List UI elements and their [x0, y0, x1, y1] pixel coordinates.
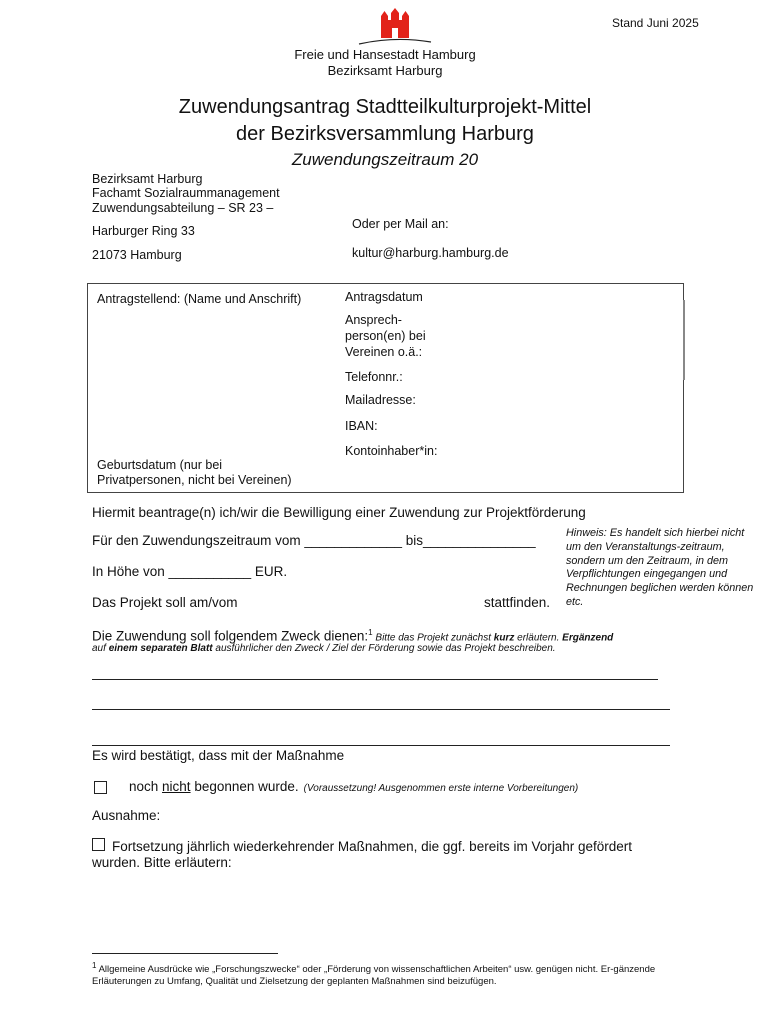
hamburg-coat-of-arms-icon	[355, 8, 435, 48]
address-line-3: Zuwendungsabteilung – SR 23 –	[92, 201, 274, 215]
amount-line: In Höhe von ___________ EUR.	[92, 564, 288, 579]
account-holder-label: Kontoinhaber*in:	[345, 444, 438, 458]
not-started-b: nicht	[162, 779, 191, 794]
purpose-note-f: einem separaten Blatt	[108, 643, 213, 654]
footnote	[92, 960, 672, 988]
purpose-note-d: Ergänzend	[562, 632, 614, 644]
birthdate-label-2: Privatpersonen, nicht bei Vereinen)	[97, 473, 292, 487]
mail-label: Oder per Mail an:	[352, 217, 449, 231]
phone-label: Telefonnr.:	[345, 370, 403, 384]
purpose-line-2[interactable]	[92, 709, 670, 710]
purpose-line-3[interactable]	[92, 745, 670, 746]
authority-district: Bezirksamt Harburg	[327, 63, 443, 78]
birthdate-label-1: Geburtsdatum (nur bei	[97, 458, 223, 472]
not-started-a: noch	[129, 779, 163, 794]
purpose-note-b: kurz	[493, 632, 515, 644]
footnote-mark: 1	[92, 961, 97, 970]
purpose-heading-row	[92, 628, 613, 644]
purpose-note-a: Bitte das Projekt zunächst	[372, 632, 494, 644]
not-started-note: (Voraussetzung! Ausgenommen erste interne Vorbereitungen)	[303, 783, 579, 794]
purpose-note-c: erläutern.	[514, 632, 563, 644]
purpose-note-e: auf	[92, 643, 109, 654]
page-subtitle: der Bezirksversammlung Harburg	[236, 123, 534, 145]
contact-label-2: person(en) bei	[345, 329, 426, 343]
purpose-heading: Die Zuwendung soll folgendem Zweck dienen:	[92, 628, 369, 644]
funding-period-line: Für den Zuwendungszeitraum vom _____________ bis_______________	[92, 533, 536, 548]
purpose-line-1[interactable]	[92, 679, 658, 680]
box-divider	[683, 300, 685, 380]
not-started-c: begonnen wurde.	[190, 779, 299, 794]
not-started-checkbox[interactable]	[94, 780, 107, 798]
checkbox-icon	[94, 781, 107, 794]
applicant-label: Antragstellend: (Name und Anschrift)	[97, 292, 302, 306]
project-date-prefix: Das Projekt soll am/vom	[92, 595, 238, 610]
email-label: Mailadresse:	[345, 393, 416, 407]
not-started-row	[129, 779, 578, 794]
footnote-ref: 1	[368, 628, 373, 637]
address-line-1: Bezirksamt Harburg	[92, 172, 203, 186]
project-date-suffix: stattfinden.	[484, 595, 551, 610]
request-intro: Hiermit beantrage(n) ich/wir die Bewilligung einer Zuwendung zur Projektförderung	[92, 505, 586, 520]
continuation-line-1: Fortsetzung jährlich wiederkehrender Maßnahmen, die ggf. bereits im Vorjahr gefördert	[112, 839, 633, 854]
funding-period-title: Zuwendungszeitraum 20	[291, 150, 479, 169]
purpose-note-g: ausführlicher den Zweck / Ziel der Förderung sowie das Projekt beschreiben.	[212, 643, 556, 654]
funding-period-hint: Hinweis: Es handelt sich hierbei nicht um den Veranstaltungs-zeitraum, sondern um den Zeitraum, in dem Verpflichtungen eingegangen und Rechnungen beglichen werden können etc.	[566, 527, 754, 608]
authority-name: Freie und Hansestadt Hamburg	[294, 47, 476, 62]
address-city: 21073 Hamburg	[92, 248, 182, 262]
purpose-note-row-2	[92, 643, 556, 654]
iban-label: IBAN:	[345, 419, 378, 433]
application-date-label: Antragsdatum	[345, 290, 423, 304]
footnote-text: Allgemeine Ausdrücke wie „Forschungszwecke“ oder „Förderung von wissenschaftlichen Arbeiten“ usw. genügen nicht. Er-gänzende Erläuterungen zu Umfang, Qualität und Zielsetzung der geplanten Maßnahmen sind beizufügen.	[92, 964, 656, 988]
footnote-divider	[92, 953, 278, 954]
page-title: Zuwendungsantrag Stadtteilkulturprojekt-Mittel	[178, 96, 592, 118]
contact-label-3: Vereinen o.ä.:	[345, 345, 423, 359]
exception-label: Ausnahme:	[92, 808, 161, 823]
stand-date: Stand Juni 2025	[612, 16, 699, 30]
mail-address-link[interactable]: kultur@harburg.hamburg.de	[352, 246, 509, 260]
checkbox-icon	[92, 838, 105, 851]
continuation-checkbox[interactable]	[92, 837, 105, 855]
continuation-line-2: wurden. Bitte erläutern:	[92, 855, 232, 870]
contact-label-1: Ansprech-	[345, 313, 402, 327]
address-street: Harburger Ring 33	[92, 224, 195, 238]
address-line-2: Fachamt Sozialraummanagement	[92, 186, 280, 200]
confirmation-heading: Es wird bestätigt, dass mit der Maßnahme	[92, 748, 345, 763]
